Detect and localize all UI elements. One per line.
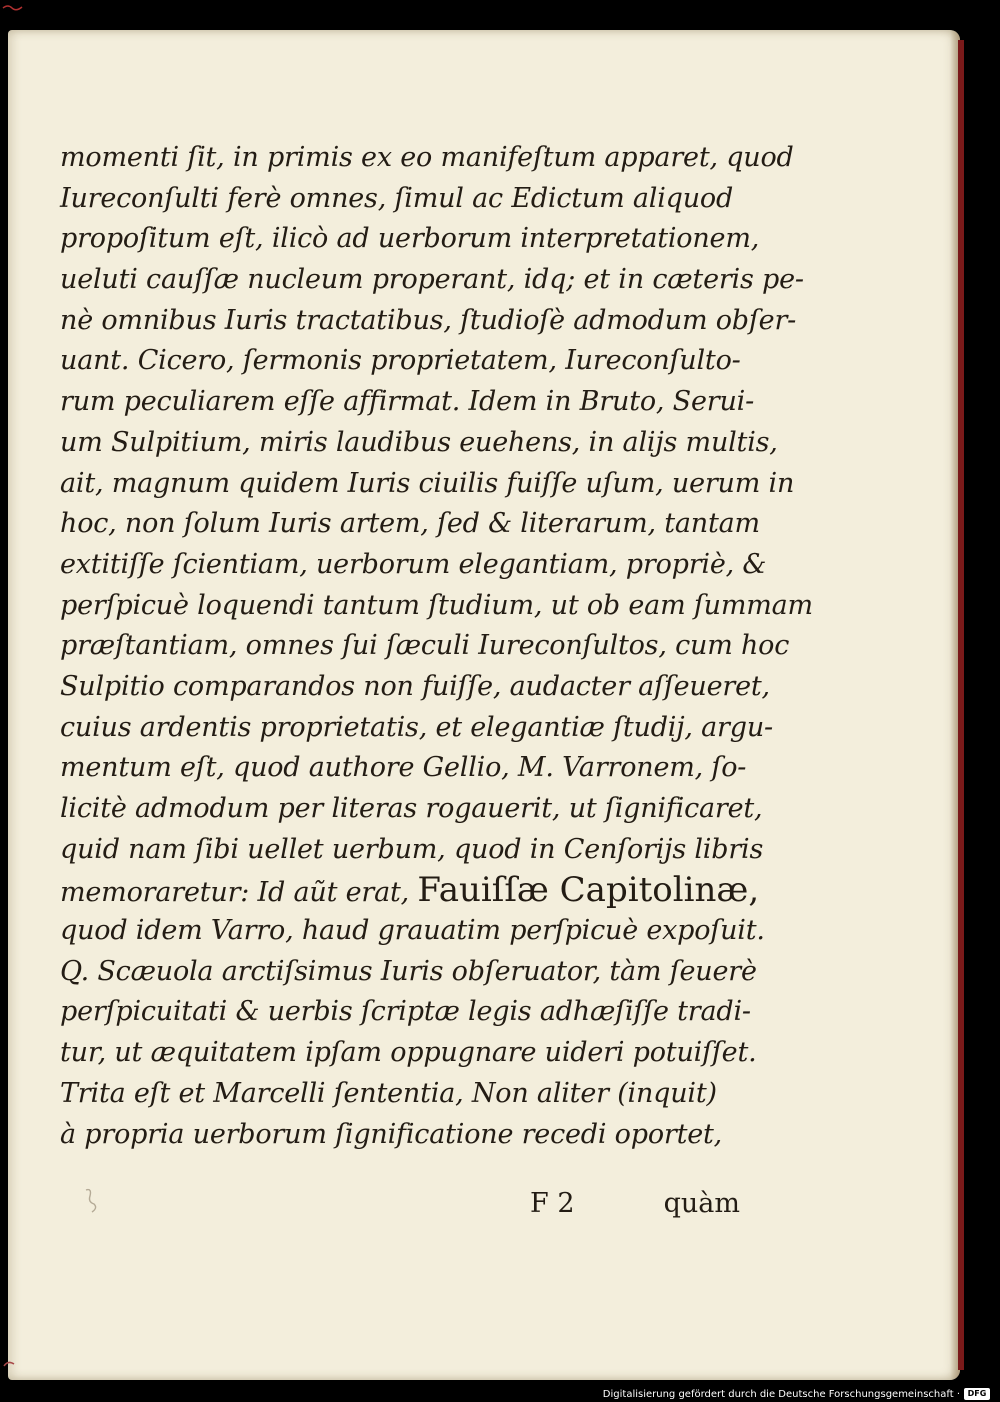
digitization-credit: [603, 1388, 990, 1402]
text-line: rum peculiarem eſſe affirmat. Idem in Bruto, Serui-: [60, 386, 755, 418]
text-line: à propria uerborum ſignificatione recedi oportet,: [60, 1118, 723, 1150]
text-line: ait, magnum quidem Iuris ciuilis fuiſſe uſum, uerum in: [60, 467, 795, 499]
text-line: um Sulpitium, miris laudibus euehens, in alijs multis,: [60, 426, 778, 458]
dfg-logo: DFG: [964, 1388, 990, 1400]
text-line: uant. Cicero, ſermonis proprietatem, Iureconſulto-: [60, 345, 741, 377]
text-line: Sulpitio comparandos non fuiſſe, audacter aſſeueret,: [60, 670, 770, 702]
text-line: quod idem Varro, haud grauatim perſpicuè expoſuit.: [60, 915, 765, 947]
text-line: præſtantiam, omnes ſui ſæculi Iureconſultos, cum hoc: [60, 630, 790, 662]
text-line: perſpicuitati & uerbis ſcriptæ legis adhæſiſſe tradi-: [60, 996, 751, 1028]
credit-text: Digitalisierung gefördert durch die Deutsche Forschungsgemeinschaft ·: [602, 1389, 960, 1400]
corner-mark: [2, 2, 28, 12]
text-line: propoſitum eſt, ilicò ad uerborum interpretationem,: [60, 223, 760, 255]
bottom-corner-mark: [2, 1356, 18, 1370]
binding-edge: [958, 40, 964, 1370]
text-line: extitiſſe ſcientiam, uerborum elegantiam, propriè, &: [60, 548, 767, 580]
page-footer: [60, 1188, 740, 1228]
text-line: Iureconſulti ferè omnes, ſimul ac Edictum aliquod: [60, 182, 734, 214]
signature-mark: F 2: [530, 1188, 575, 1219]
text-line: Trita eſt et Marcelli ſententia, Non aliter (inquit): [60, 1077, 717, 1109]
page-body-text: [60, 138, 813, 1155]
text-line-with-emphasis: [60, 870, 760, 911]
text-line: hoc, non ſolum Iuris artem, ſed & literarum, tantam: [60, 508, 760, 540]
text-line-start: memoraretur: Id aũt erat,: [60, 877, 418, 909]
text-line: momenti ſit, in primis ex eo manifeſtum apparet, quod: [60, 142, 794, 173]
text-line: Q. Scæuola arctiſsimus Iuris obſeruator, tàm ſeuerè: [60, 955, 757, 987]
catchword: quàm: [663, 1188, 740, 1219]
text-line: cuius ardentis proprietatis, et elegantiæ ſtudij, argu-: [60, 711, 773, 743]
text-line: ueluti cauſſæ nucleum properant, idq; et in cæteris pe-: [60, 264, 804, 296]
text-line: nè omnibus Iuris tractatibus, ſtudioſè admodum obſer-: [60, 304, 797, 336]
text-line: mentum eſt, quod authore Gellio, M. Varronem, ſo-: [60, 752, 747, 784]
text-line: licitè admodum per literas rogauerit, ut ſignificaret,: [60, 793, 763, 824]
text-line: perſpicuè loquendi tantum ſtudium, ut ob eam ſummam: [60, 589, 813, 621]
text-line: tur, ut æquitatem ipſam oppugnare uideri potuiſſet.: [60, 1037, 757, 1069]
text-line: quid nam ſibi uellet uerbum, quod in Cenſorijs libris: [60, 833, 764, 865]
emphasized-phrase: Fauiſſæ Capitolinæ,: [417, 870, 760, 911]
